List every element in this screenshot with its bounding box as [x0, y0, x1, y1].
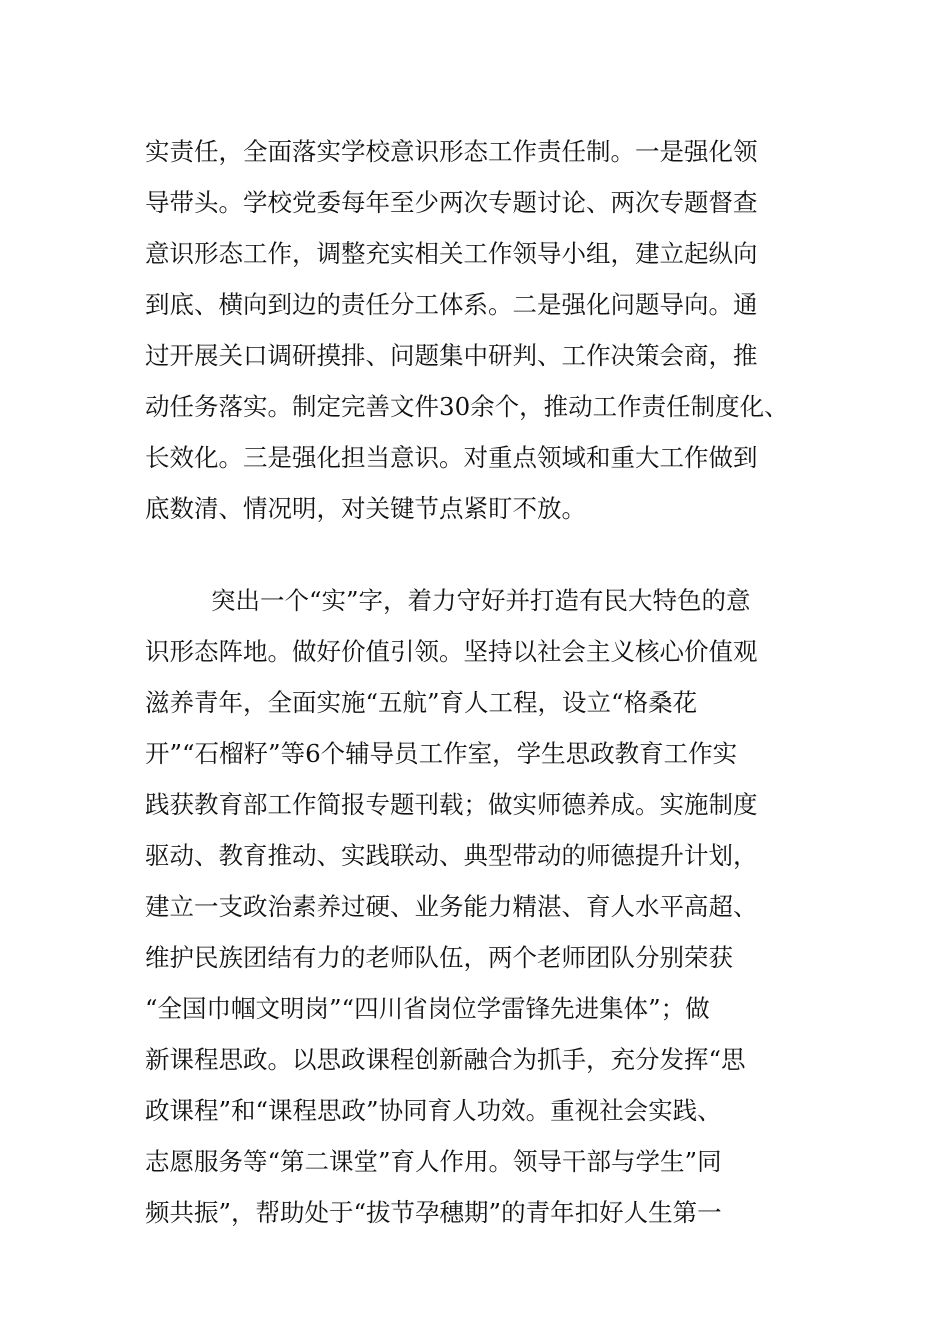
text-line: 维护民族团结有力的老师队伍，两个老师团队分别荣获 [145, 943, 733, 972]
text-line-indented: 突出一个“实”字，着力守好并打造有民大特色的意 [211, 586, 751, 615]
text-line: “全国巾帼文明岗”“四川省岗位学雷锋先进集体”；做 [145, 994, 710, 1023]
text-line: 建立一支政治素养过硬、业务能力精湛、育人水平高超、 [145, 892, 758, 921]
text-line: 过开展关口调研摸排、问题集中研判、工作决策会商，推 [145, 341, 758, 370]
text-line: 频共振”，帮助处于“拔节孕穗期”的青年扣好人生第一 [145, 1198, 722, 1227]
text-line: 滋养青年，全面实施“五航”育人工程，设立“格桑花 [145, 688, 698, 717]
text-line: 新课程思政。以思政课程创新融合为抓手，充分发挥“思 [145, 1045, 746, 1074]
text-line: 底数清、情况明，对关键节点紧盯不放。 [145, 494, 586, 523]
text-line: 意识形态工作，调整充实相关工作领导小组，建立起纵向 [145, 239, 758, 268]
text-line: 志愿服务等“第二课堂”育人作用。领导干部与学生”同 [145, 1147, 722, 1176]
text-line: 实责任，全面落实学校意识形态工作责任制。一是强化领 [145, 137, 758, 166]
text-line: 动任务落实。制定完善文件30余个，推动工作责任制度化、 [145, 392, 789, 421]
paragraph-ideology-position [145, 575, 825, 1238]
text-line: 践获教育部工作简报专题刊载；做实师德养成。实施制度 [145, 790, 758, 819]
text-line: 开”“石榴籽”等6个辅导员工作室，学生思政教育工作实 [145, 739, 738, 768]
text-line: 识形态阵地。做好价值引领。坚持以社会主义核心价值观 [145, 637, 758, 666]
text-line: 政课程”和“课程思政”协同育人功效。重视社会实践、 [145, 1096, 722, 1125]
text-line: 长效化。三是强化担当意识。对重点领域和重大工作做到 [145, 443, 758, 472]
text-line: 导带头。学校党委每年至少两次专题讨论、两次专题督查 [145, 188, 758, 217]
text-line: 到底、横向到边的责任分工体系。二是强化问题导向。通 [145, 290, 758, 319]
paragraph-responsibility [145, 126, 825, 534]
text-line: 驱动、教育推动、实践联动、典型带动的师德提升计划， [145, 841, 758, 870]
